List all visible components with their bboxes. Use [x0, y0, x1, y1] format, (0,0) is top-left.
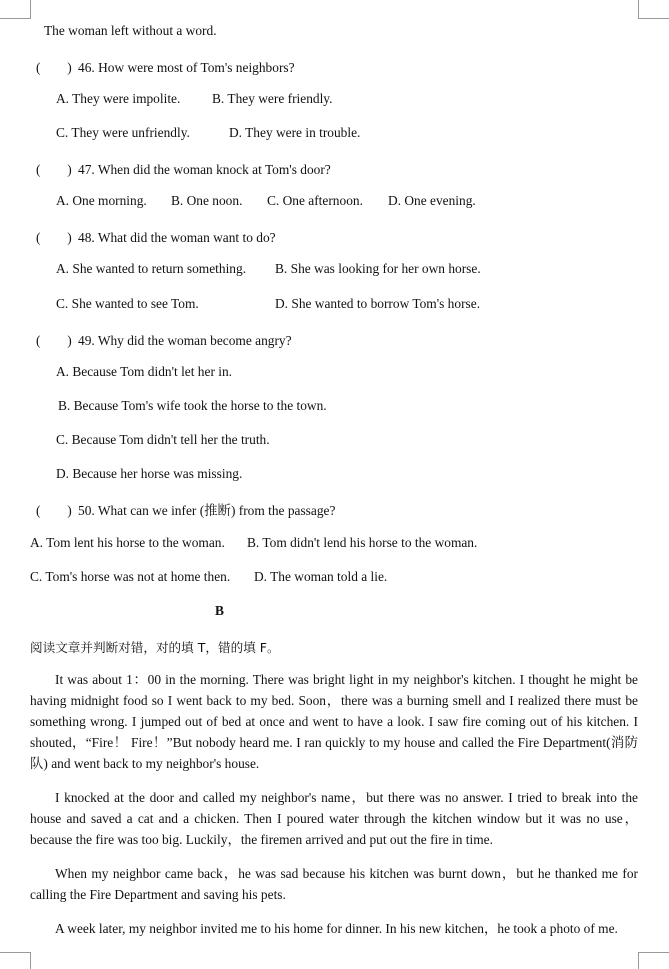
- option-46-d: D. They were in trouble.: [229, 125, 361, 140]
- question-46: [36, 57, 295, 76]
- option-50-b: B. Tom didn't lend his horse to the woman.: [247, 535, 478, 550]
- option-49-d: D. Because her horse was missing.: [56, 466, 243, 481]
- option-47-d: D. One evening.: [388, 193, 476, 208]
- passage-paragraph-2: I knocked at the door and called my neighbor's name，but there was no answer. I tried to break into the house and saved a cat and a chicken. Then I poured water through the kitchen window but it was no use，because the fire was too big. Luckily，the firemen arrived and put out the fire in time.: [30, 790, 638, 847]
- question-text: 48. What did the woman want to do?: [78, 230, 276, 245]
- option-49-c: C. Because Tom didn't tell her the truth.: [56, 432, 270, 447]
- option-47-b: B. One noon.: [171, 193, 243, 208]
- option-49-b: B. Because Tom's wife took the horse to the town.: [58, 398, 327, 413]
- crop-mark-bottom-right: [638, 952, 669, 969]
- option-48-c: C. She wanted to see Tom.: [56, 296, 199, 311]
- answer-blank: ( ): [36, 230, 72, 245]
- option-48-d: D. She wanted to borrow Tom's horse.: [275, 296, 481, 311]
- option-49-a: A. Because Tom didn't let her in.: [56, 364, 233, 379]
- option-48-a: A. She wanted to return something.: [56, 261, 247, 276]
- option-46-b: B. They were friendly.: [212, 91, 333, 106]
- question-50: [36, 500, 335, 519]
- option-50-d: D. The woman told a lie.: [254, 569, 388, 584]
- question-47: [36, 159, 331, 178]
- crop-mark-top-left: [0, 0, 31, 19]
- question-text: 50. What can we infer (推断) from the passage?: [78, 503, 336, 518]
- question-48: [36, 227, 276, 246]
- passage-last-line: The woman left without a word.: [44, 23, 217, 38]
- option-46-a: A. They were impolite.: [56, 91, 181, 106]
- passage-paragraph-3: When my neighbor came back，he was sad because his kitchen was burnt down，but he thanked me for calling the Fire Department and saving his pets.: [30, 866, 638, 902]
- option-48-b: B. She was looking for her own horse.: [275, 261, 481, 276]
- crop-mark-bottom-left: [0, 952, 31, 969]
- answer-blank: ( ): [36, 503, 72, 518]
- option-50-c: C. Tom's horse was not at home then.: [30, 569, 231, 584]
- question-text: 46. How were most of Tom's neighbors?: [78, 60, 295, 75]
- option-46-c: C. They were unfriendly.: [56, 125, 190, 140]
- option-50-a: A. Tom lent his horse to the woman.: [30, 535, 225, 550]
- section-heading: B: [215, 603, 224, 618]
- passage-paragraph-4: A week later, my neighbor invited me to his home for dinner. In his new kitchen，he took a photo of me.: [55, 921, 618, 936]
- answer-blank: ( ): [36, 60, 72, 75]
- option-47-a: A. One morning.: [56, 193, 147, 208]
- answer-blank: ( ): [36, 162, 72, 177]
- question-49: [36, 330, 292, 349]
- answer-blank: ( ): [36, 333, 72, 348]
- section-instruction: 阅读文章并判断对错，对的填 T，错的填 F。: [30, 640, 280, 655]
- crop-mark-top-right: [638, 0, 669, 19]
- passage-paragraph-1: It was about 1：00 in the morning. There was bright light in my neighbor's kitchen. I thought he might be having midnight food so I went back to my bed. Soon，there was a burning smell and I realized there must be something wrong. I jumped out of bed at once and went to have a look. I saw fire coming out of his kitchen. I shouted，“Fire！ Fire！”But nobody heard me. I ran quickly to my house and called the Fire Department(消防队) and went back to my neighbor's house.: [30, 672, 638, 771]
- question-text: 47. When did the woman knock at Tom's door?: [78, 162, 331, 177]
- question-text: 49. Why did the woman become angry?: [78, 333, 292, 348]
- option-47-c: C. One afternoon.: [267, 193, 363, 208]
